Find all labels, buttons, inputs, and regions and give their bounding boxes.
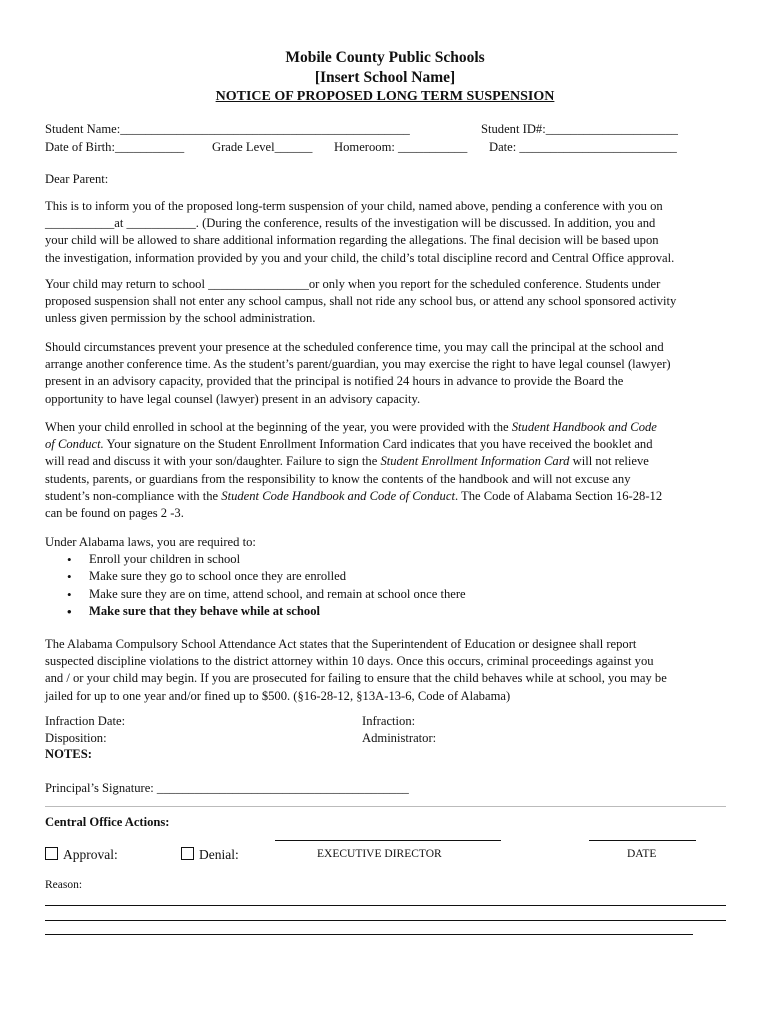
para1-line: the investigation, information provided by you and your child, the child’s total discipline record and Central Office approval. xyxy=(45,250,675,265)
laws-list xyxy=(45,551,726,620)
alabama-laws-section xyxy=(45,534,726,620)
approval-checkbox[interactable] xyxy=(45,847,58,860)
date-label: DATE xyxy=(627,848,657,860)
list-item: • Make sure that they behave while at school xyxy=(45,603,726,620)
para4-line xyxy=(45,488,726,505)
handbook-title: Student Code Handbook and Code of Conduct xyxy=(221,488,455,503)
document-header xyxy=(0,48,770,106)
para3-line: arrange another conference time. As the student’s parent/guardian, you may exercise the right to have legal counsel (lawyer) xyxy=(45,357,671,372)
text-run: will read and discuss it with your son/daughter. Failure to sign the xyxy=(45,454,381,469)
infraction-label[interactable]: Infraction: xyxy=(362,714,416,728)
para1-line: your child will be allowed to share additional information regarding the allegations. The final decision will be based upon xyxy=(45,233,659,248)
para4-line xyxy=(45,453,726,470)
para4-line: students, parents, or guardians from the responsibility to know the contents of the handbook and will not excuse any xyxy=(45,471,631,486)
para3-line: opportunity to have legal counsel (lawyer) present in an advisory capacity. xyxy=(45,391,421,406)
notice-title: NOTICE OF PROPOSED LONG TERM SUSPENSION xyxy=(215,89,555,104)
denial-option[interactable] xyxy=(181,846,239,863)
text-run: . The Code of Alabama Section 16-28-12 xyxy=(454,488,663,503)
homeroom-field[interactable]: Homeroom: ___________ xyxy=(334,140,468,154)
list-item: • Make sure they go to school once they are enrolled xyxy=(45,568,726,585)
para4-line: can be found on pages 2 -3. xyxy=(45,506,184,521)
paragraph-conference xyxy=(45,198,726,267)
administrator-label[interactable]: Administrator: xyxy=(362,731,437,745)
greeting: Dear Parent: xyxy=(45,172,109,186)
school-name: [Insert School Name] xyxy=(314,69,456,86)
para5-line: The Alabama Compulsory School Attendance Act states that the Superintendent of Education or designee shall report xyxy=(45,637,637,651)
handbook-title: Student Handbook and Code xyxy=(511,420,657,434)
central-office-title: Central Office Actions: xyxy=(45,815,170,829)
grade-level-field[interactable]: Grade Level______ xyxy=(212,140,313,154)
principal-signature-field[interactable]: Principal’s Signature: ________________________________________ xyxy=(45,781,409,795)
para1-line: This is to inform you of the proposed long-term suspension of your child, named above, pending a conference with you on xyxy=(45,199,663,213)
reason-line[interactable] xyxy=(45,920,726,921)
text-run: Your signature on the Student Enrollment Information Card indicates that you have received the booklet and xyxy=(103,437,653,452)
denial-checkbox[interactable] xyxy=(181,847,194,860)
list-item: • Make sure they are on time, attend school, and remain at school once there xyxy=(45,586,726,603)
denial-label: Denial: xyxy=(199,847,239,862)
paragraph-attendance-act xyxy=(45,636,726,705)
para5-line: jailed for up to one year and/or fined up to $500. (§16-28-12, §13A-13-6, Code of Alabama) xyxy=(45,688,511,703)
laws-intro: Under Alabama laws, you are required to: xyxy=(45,535,256,549)
para1-line: ___________at ___________. (During the conference, results of the investigation will be discussed. In addition, you and xyxy=(45,216,656,231)
notes-label[interactable]: NOTES: xyxy=(45,747,92,761)
student-id-field[interactable]: Student ID#:_____________________ xyxy=(481,122,678,136)
approval-option[interactable] xyxy=(45,846,118,863)
reason-line[interactable] xyxy=(45,934,693,935)
dob-field[interactable]: Date of Birth:___________ xyxy=(45,140,185,154)
reason-line[interactable] xyxy=(45,905,726,906)
para4-line xyxy=(45,436,726,453)
text-run: When your child enrolled in school at the beginning of the year, you were provided with the xyxy=(45,420,512,434)
disposition-label[interactable]: Disposition: xyxy=(45,731,107,745)
paragraph-legal-counsel xyxy=(45,339,726,408)
date-field[interactable]: Date: _________________________ xyxy=(489,140,677,154)
para3-line: Should circumstances prevent your presence at the scheduled conference time, you may call the principal at the school and xyxy=(45,340,664,354)
paragraph-handbook xyxy=(45,419,726,522)
para2-line: Your child may return to school ________________or only when you report for the scheduled conference. Students under xyxy=(45,277,661,291)
date-signature-line[interactable] xyxy=(589,840,696,841)
approval-label: Approval: xyxy=(63,847,118,862)
para2-line: proposed suspension shall not enter any school campus, shall not ride any school bus, or attend any school sponsored activity xyxy=(45,294,677,309)
handbook-title: of Conduct. xyxy=(45,437,104,452)
reason-label: Reason: xyxy=(45,879,83,891)
section-divider xyxy=(45,806,726,807)
card-title: Student Enrollment Information Card xyxy=(380,454,570,469)
infraction-date-label[interactable]: Infraction Date: xyxy=(45,714,126,728)
text-run: will not relieve xyxy=(569,454,649,469)
student-name-field[interactable]: Student Name:______________________________________________ xyxy=(45,122,410,136)
para5-line: and / or your child may begin. If you are prosecuted for failing to ensure that the child behaves while at school, you may be xyxy=(45,671,667,686)
para3-line: present in an advisory capacity, provided that the principal is notified 24 hours in advance to provide the Board the xyxy=(45,374,624,389)
district-name: Mobile County Public Schools xyxy=(285,49,485,66)
executive-signature-line[interactable] xyxy=(275,840,501,841)
para2-line: unless given permission by the school administration. xyxy=(45,311,316,326)
paragraph-return xyxy=(45,276,726,328)
text-run: student’s non-compliance with the xyxy=(45,488,222,503)
executive-director-label: EXECUTIVE DIRECTOR xyxy=(317,848,442,860)
list-item: • Enroll your children in school xyxy=(45,551,726,568)
para4-line xyxy=(45,419,726,436)
para5-line: suspected discipline violations to the district attorney within 10 days. Once this occurs, criminal proceedings against you xyxy=(45,654,654,669)
